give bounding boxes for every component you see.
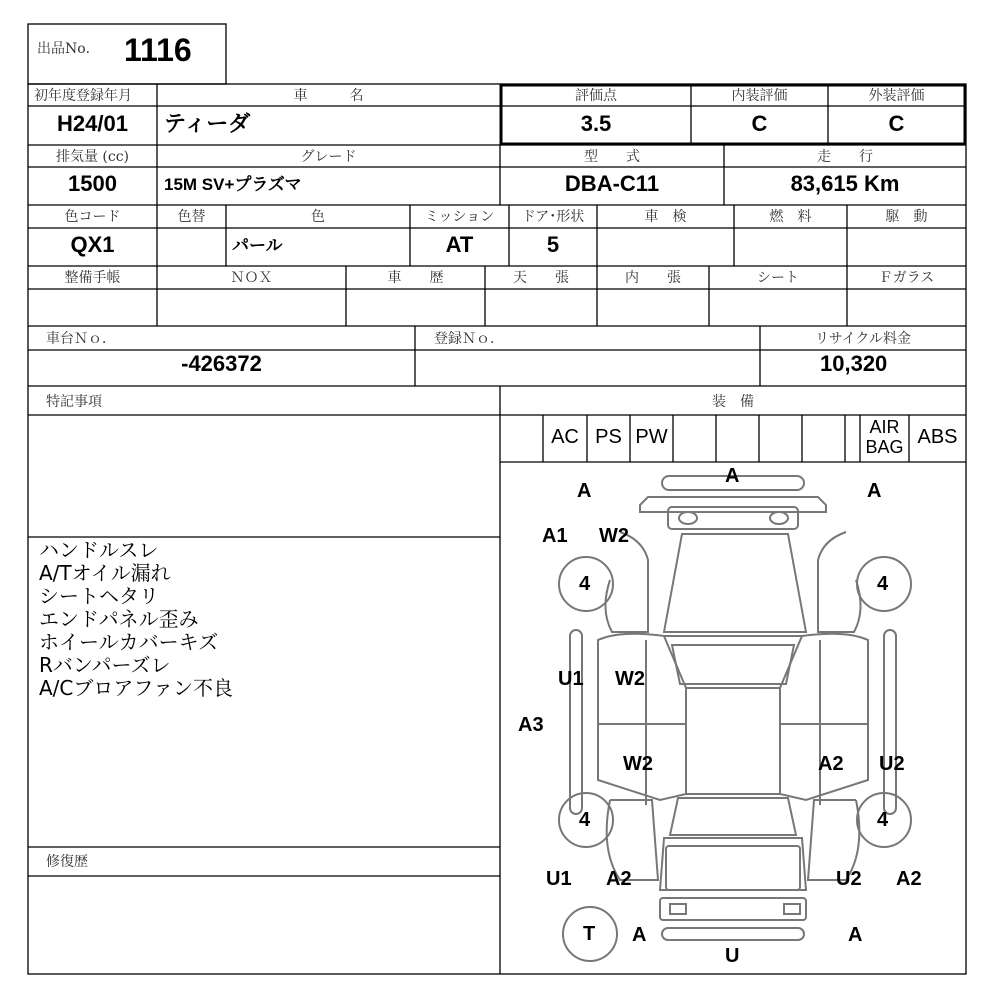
door-shape-value: 5 bbox=[546, 232, 560, 257]
displacement-header: 排気量 (cc) bbox=[55, 149, 130, 165]
damage-tire-rl: 4 bbox=[579, 809, 591, 831]
score-header: 評価点 bbox=[575, 88, 617, 104]
score-value: 3.5 bbox=[580, 111, 612, 136]
f-glass-header: Ｆガラス bbox=[878, 270, 935, 286]
interior-value: C bbox=[751, 111, 768, 136]
damage-rear-door-w2: W2 bbox=[623, 753, 653, 775]
remarks-header: 特記事項 bbox=[46, 394, 102, 410]
damage-rear-right-u2: U2 bbox=[879, 753, 905, 775]
damage-front-center: A bbox=[725, 465, 740, 487]
chassis-header: 車台Ｎｏ． bbox=[46, 331, 116, 347]
registration-header: 登録Ｎｏ． bbox=[434, 331, 504, 347]
grade-value: 15M SV+プラズマ bbox=[164, 175, 302, 194]
damage-door-left-w2: W2 bbox=[615, 668, 645, 690]
nox-header: ＮＯＸ bbox=[230, 270, 273, 286]
transmission-value: AT bbox=[445, 232, 474, 257]
inspection-header: 車 検 bbox=[644, 209, 687, 225]
lot-label: 出品No． bbox=[37, 41, 100, 57]
equipment-pw: PW bbox=[635, 426, 668, 448]
damage-rear-left-u1: U1 bbox=[546, 868, 572, 890]
lot-number: 1116 bbox=[124, 32, 192, 68]
mileage-header: 走 行 bbox=[817, 149, 873, 165]
model-header: 型 式 bbox=[584, 149, 640, 165]
car-name-header: 車 名 bbox=[293, 88, 364, 104]
remark-item: Rバンパーズレ bbox=[39, 653, 171, 677]
damage-tire-fr: 4 bbox=[877, 573, 889, 595]
remark-item: A/Tオイル漏れ bbox=[39, 561, 171, 585]
damage-rear-bumper-right: A bbox=[848, 924, 863, 946]
recycle-header: リサイクル料金 bbox=[814, 331, 912, 347]
displacement-value: 1500 bbox=[68, 171, 117, 196]
damage-tire-rr: 4 bbox=[877, 809, 889, 831]
equipment-header: 装 備 bbox=[712, 394, 754, 410]
damage-front-left: A bbox=[577, 480, 592, 502]
color-code-value: QX1 bbox=[70, 232, 115, 257]
repair-header: 修復歴 bbox=[46, 854, 88, 870]
damage-rear-right-a2b: A2 bbox=[896, 868, 922, 890]
color-header: 色 bbox=[311, 209, 325, 225]
remark-item: ホイールカバーキズ bbox=[39, 630, 219, 654]
damage-rear-left-a2: A2 bbox=[606, 868, 632, 890]
equipment-airbag-line1: AIR bbox=[869, 417, 900, 437]
seat-header: シート bbox=[757, 270, 799, 286]
remark-item: ハンドルスレ bbox=[39, 538, 159, 562]
recycle-value: 10,320 bbox=[820, 351, 888, 376]
model-value: DBA-C11 bbox=[564, 171, 660, 196]
damage-tire-fl: 4 bbox=[579, 573, 591, 595]
fuel-header: 燃 料 bbox=[769, 209, 812, 225]
remark-item: A/Cブロアファン不良 bbox=[39, 676, 233, 700]
damage-rear-right-a2: A2 bbox=[818, 753, 844, 775]
damage-front-right: A bbox=[867, 480, 882, 502]
remark-item: エンドパネル歪み bbox=[39, 607, 199, 631]
damage-rear-bumper-center: U bbox=[725, 945, 740, 967]
damage-rear-bumper-left: A bbox=[632, 924, 647, 946]
damage-rear-right-u2b: U2 bbox=[836, 868, 862, 890]
damage-fender-left-w2: W2 bbox=[599, 525, 629, 547]
chassis-value: -426372 bbox=[181, 351, 262, 376]
car-name-value: ティーダ bbox=[164, 111, 251, 136]
drive-header: 駆 動 bbox=[885, 209, 928, 225]
equipment-ps: PS bbox=[595, 426, 622, 448]
color-value: パール bbox=[232, 236, 283, 255]
door-shape-header: ドア･形状 bbox=[521, 209, 585, 225]
damage-spare-tire: T bbox=[583, 923, 596, 945]
damage-fender-left-a1: A1 bbox=[542, 525, 568, 547]
color-code-header: 色コード bbox=[64, 209, 121, 225]
transmission-header: ミッション bbox=[424, 209, 495, 225]
equipment-abs: ABS bbox=[917, 426, 958, 448]
history-header: 車 歴 bbox=[387, 270, 444, 286]
damage-door-left-u1: U1 bbox=[558, 668, 584, 690]
first-reg-value: H24/01 bbox=[57, 111, 128, 136]
damage-side-left-a3: A3 bbox=[518, 714, 544, 736]
maintenance-header: 整備手帳 bbox=[64, 270, 121, 286]
grade-header: グレード bbox=[300, 149, 357, 165]
first-reg-header: 初年度登録年月 bbox=[34, 88, 132, 104]
mileage-value: 83,615 Km bbox=[790, 171, 900, 196]
color-change-header: 色替 bbox=[177, 209, 206, 225]
exterior-header: 外装評価 bbox=[868, 88, 925, 104]
equipment-airbag-line2: BAG bbox=[865, 437, 904, 457]
sunroof-header: 天 張 bbox=[513, 270, 569, 286]
interior-header: 内装評価 bbox=[731, 88, 788, 104]
equipment-ac: AC bbox=[551, 426, 579, 448]
exterior-value: C bbox=[888, 111, 905, 136]
inner-roof-header: 内 張 bbox=[625, 270, 681, 286]
remark-item: シートヘタリ bbox=[39, 584, 159, 608]
